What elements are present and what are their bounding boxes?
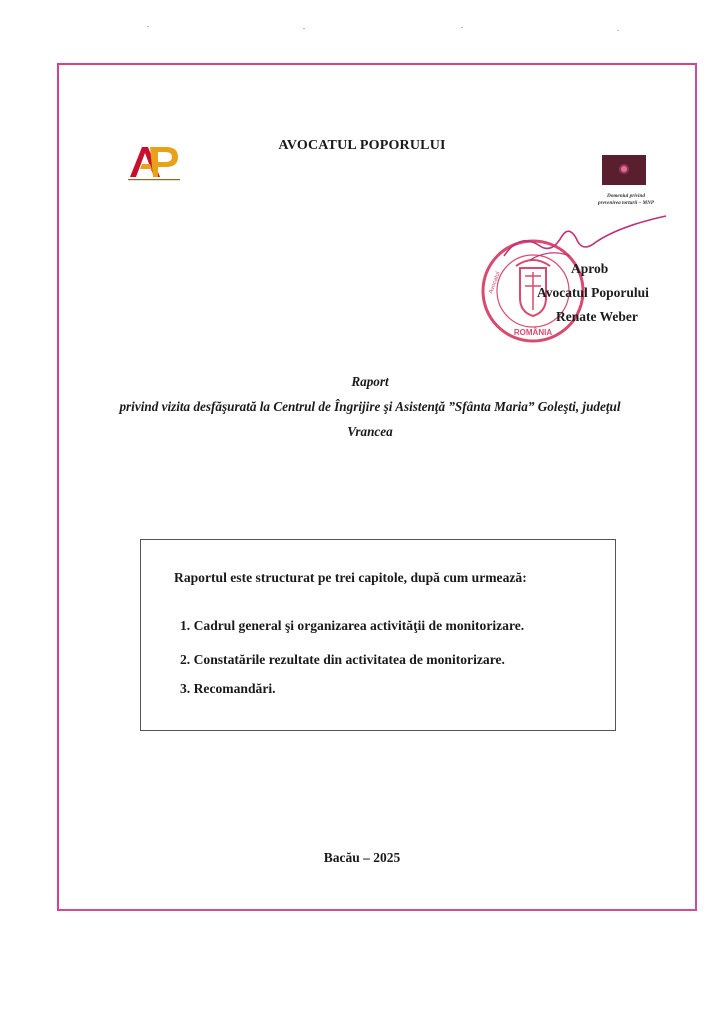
approval-block <box>533 257 649 329</box>
report-title: Raport <box>351 374 389 389</box>
chapter-item: 2. Constatările rezultate din activitatea de monitorizare. <box>180 652 505 667</box>
report-subtitle-line1: privind vizita desfăşurată la Centrul de Îngrijire şi Asistenţă ”Sfânta Maria” Goleşti, judeţul <box>119 399 621 414</box>
scan-speck <box>461 27 463 28</box>
scan-speck <box>303 28 305 29</box>
chapter-item: 1. Cadrul general şi organizarea activităţii de monitorizare. <box>180 618 525 633</box>
approval-line1: Aprob <box>571 261 609 276</box>
report-subtitle-line2: Vrancea <box>347 424 393 439</box>
scan-speck <box>617 30 619 31</box>
report-title-block <box>110 369 630 444</box>
place-year: Bacău – 2025 <box>323 850 401 865</box>
structure-intro: Raportul este structurat pe trei capitole, după cum urmează: <box>174 570 527 585</box>
institution-title: AVOCATUL POPORULUI <box>278 138 446 153</box>
approval-line2: Avocatul Poporului <box>537 285 649 300</box>
mnp-caption-line2: prevenirea torturii – MNP <box>597 199 655 206</box>
approval-line3: Renate Weber <box>556 309 638 324</box>
svg-text:Avocatul: Avocatul <box>488 271 502 295</box>
chapter-item: 3. Recomandări. <box>180 681 276 696</box>
page-border-frame <box>57 63 697 911</box>
mnp-logo <box>602 155 646 185</box>
structure-box <box>140 539 616 731</box>
mnp-caption-line1: Domeniul privind <box>607 193 645 199</box>
svg-text:ROMÂNIA: ROMÂNIA <box>513 328 553 337</box>
flower-icon <box>621 166 627 172</box>
scan-speck <box>147 26 149 27</box>
mnp-caption <box>576 193 676 206</box>
